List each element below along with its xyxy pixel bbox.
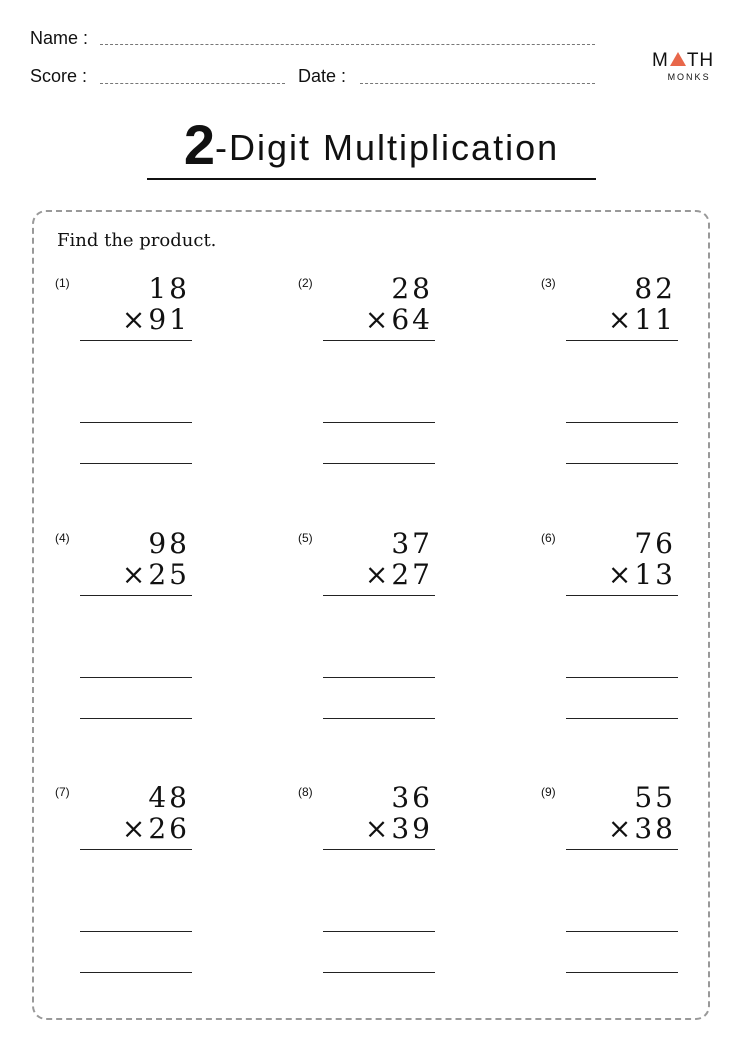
answer-line[interactable] xyxy=(80,718,192,719)
answer-line[interactable] xyxy=(323,422,435,423)
multiplier: ×39 xyxy=(364,812,433,845)
answer-line[interactable] xyxy=(566,422,678,423)
date-field[interactable] xyxy=(360,83,595,84)
answer-line[interactable] xyxy=(80,463,192,464)
product-line xyxy=(80,849,192,850)
answer-line[interactable] xyxy=(80,972,192,973)
name-label: Name : xyxy=(30,28,89,48)
logo-text: M xyxy=(652,50,669,71)
product-line xyxy=(323,340,435,341)
answer-line[interactable] xyxy=(323,677,435,678)
problem-number: (3) xyxy=(541,276,556,290)
answer-line[interactable] xyxy=(323,463,435,464)
problem-number: (6) xyxy=(541,530,556,545)
problem xyxy=(55,781,215,985)
product-line xyxy=(323,595,435,596)
multiplicand: 36 xyxy=(391,781,433,814)
multiplicand: 55 xyxy=(634,781,676,814)
problem xyxy=(541,781,701,985)
title-digit: 2 xyxy=(183,113,216,176)
name-field[interactable] xyxy=(100,44,595,45)
answer-line[interactable] xyxy=(566,972,678,973)
answer-line[interactable] xyxy=(566,931,678,932)
multiplier: ×38 xyxy=(607,812,676,845)
multiplicand: 28 xyxy=(391,272,433,305)
answer-line[interactable] xyxy=(566,463,678,464)
multiplicand: 37 xyxy=(391,526,433,560)
problem xyxy=(298,526,458,731)
multiplier: ×11 xyxy=(607,303,676,336)
problem-number: (2) xyxy=(298,276,313,290)
answer-line[interactable] xyxy=(323,718,435,719)
multiplicand: 76 xyxy=(634,526,676,560)
instruction: Find the product. xyxy=(57,230,217,251)
multiplicand: 48 xyxy=(148,781,190,814)
page-title xyxy=(147,112,596,180)
problem xyxy=(541,272,701,476)
problem xyxy=(55,272,215,476)
answer-line[interactable] xyxy=(80,677,192,678)
score-label: Score : xyxy=(30,66,88,86)
answer-line[interactable] xyxy=(323,972,435,973)
answer-line[interactable] xyxy=(80,931,192,932)
title-text: -Digit Multiplication xyxy=(215,127,560,168)
multiplicand: 18 xyxy=(148,272,190,305)
problem-number: (8) xyxy=(298,785,313,799)
multiplier: ×26 xyxy=(121,812,190,845)
multiplicand: 82 xyxy=(634,272,676,305)
product-line xyxy=(566,849,678,850)
product-line xyxy=(566,340,678,341)
problem-number: (1) xyxy=(55,276,70,290)
answer-line[interactable] xyxy=(566,677,678,678)
problem-number: (9) xyxy=(541,785,556,799)
problem xyxy=(541,526,701,731)
multiplier: ×91 xyxy=(121,303,190,336)
math-monks-logo xyxy=(652,50,714,82)
multiplicand: 98 xyxy=(148,526,190,560)
multiplier: ×13 xyxy=(607,557,676,591)
answer-line[interactable] xyxy=(80,422,192,423)
product-line xyxy=(80,595,192,596)
problem-number: (5) xyxy=(298,530,313,545)
product-line xyxy=(80,340,192,341)
multiplier: ×25 xyxy=(121,557,190,591)
problem-number: (7) xyxy=(55,785,70,799)
logo-text: TH xyxy=(686,50,715,71)
multiplier: ×27 xyxy=(364,557,433,591)
triangle-icon xyxy=(670,52,686,66)
date-label: Date : xyxy=(298,66,347,86)
answer-line[interactable] xyxy=(323,931,435,932)
product-line xyxy=(323,849,435,850)
problem-number: (4) xyxy=(55,530,70,545)
logo-sub: MONKS xyxy=(667,72,711,82)
problem xyxy=(55,526,215,731)
answer-line[interactable] xyxy=(566,718,678,719)
problem xyxy=(298,272,458,476)
product-line xyxy=(566,595,678,596)
multiplier: ×64 xyxy=(364,303,433,336)
score-field[interactable] xyxy=(100,83,285,84)
problem xyxy=(298,781,458,985)
